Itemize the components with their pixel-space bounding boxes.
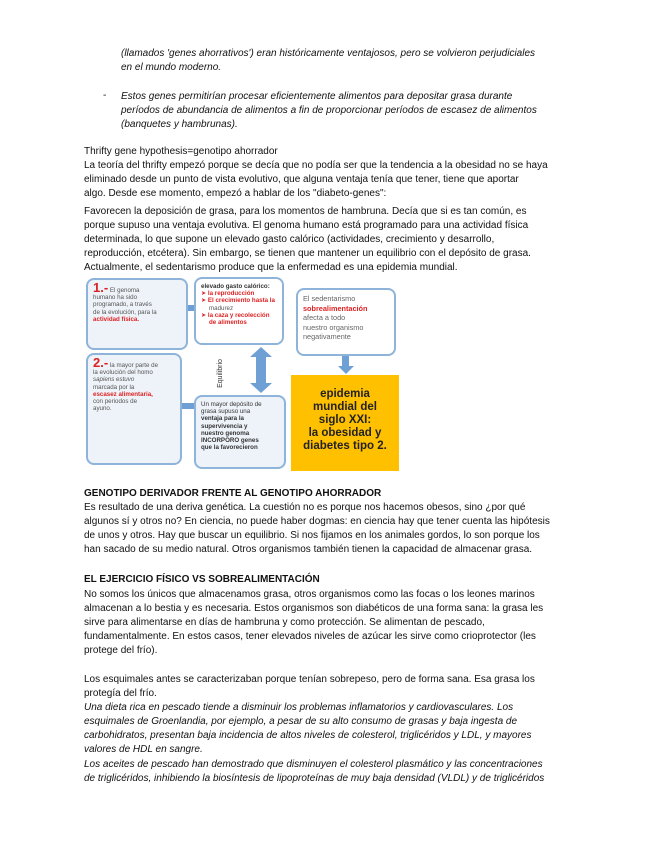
thrifty-p2-l3: determinada, lo que supone un elevado gasto calórico (actividades, crecimiento y desarrollo, (84, 234, 495, 245)
thrifty-p1-l2: eliminado desde un punto de vista evolutivo, que alguna ventaja tenía que tener, tiene que aportar (84, 174, 519, 185)
box5-text-a: El sedentarismo (303, 294, 356, 303)
box2-item-2a: El crecimiento hasta la (207, 297, 275, 305)
yellow-line-a: epidemia (320, 388, 370, 400)
box3-number: 2.- (93, 355, 109, 370)
aceites-l1: Los aceites de pescado han demostrado que disminuyen el colesterol plasmático y las concentraciones (84, 759, 543, 770)
thrifty-p2-l4: reproducción, etcétera). Sin embargo, se tienen que mantener un equilibrio con el depósito de grasa. (84, 248, 531, 259)
genotipo-l4: han sacado de su medio natural. Otros organismos también tienen la capacidad de almacenar grasa. (84, 544, 533, 555)
dieta-l3: carbohidratos, presentan baja incidencia de altos niveles de colesterol, triglicéridos y LDL, y mayores (84, 730, 532, 741)
thrifty-p2-l2: porque supuso una ventaja evolutiva. El genoma humano está programado para una actividad física (84, 220, 529, 231)
box4-text-f: INCORPORO genes (201, 437, 259, 445)
box1-text-a: El genoma (109, 287, 140, 294)
dieta-l4: valores de HDL en sangre. (84, 744, 203, 755)
arrow-down-epidemic-icon (338, 366, 354, 374)
diagram-box-sedentarism (296, 288, 396, 356)
genotipo-l3: de unos y otros. Hay que buscar un equilibrio. Si nos fijamos en los animales gordos, lo son porque los (84, 530, 540, 541)
arrow-left-connector (182, 403, 194, 409)
arrow-up-icon (250, 347, 272, 357)
box4-text-b: grasa supuso una (201, 408, 251, 416)
esquimales-l2: protegía del frío. (84, 688, 157, 699)
bullet-line-3: (banquetes y hambrunas). (121, 119, 238, 130)
thrifty-heading: Thrifty gene hypothesis=genotipo ahorrador (84, 146, 278, 157)
ejercicio-l4: fundamentalmente. En estos casos, tener elevados niveles de azúcar les sirve como crioprotector (les (84, 631, 536, 642)
box4-text-c: ventaja para la (201, 415, 244, 423)
bullet-line-2: períodos de abundancia de alimentos a fin de proporcionar períodos de escasez de alimentos (121, 105, 537, 116)
box3-text-e: escasez alimentaria, (93, 390, 153, 398)
genotipo-l1: Es resultado de una deriva genética. La cuestión no es porque nos hacemos obesos, sino ¿por qué (84, 502, 526, 513)
thrifty-p1-l1: La teoría del thrifty empezó porque se decía que no podía ser que la tendencia a la obesidad no se haya (84, 160, 548, 171)
diagram-box-calories: elevado gasto calórico: ➤ la reproducción ➤ El crecimiento hasta la madurez ➤ la caza y recolección de alimentos (194, 277, 284, 345)
thrifty-p3: Actualmente, el sedentarismo produce que la enfermedad es una epidemia mundial. (84, 262, 458, 273)
box3-text-d: marcada por la (93, 383, 135, 391)
intro-line-1: (llamados 'genes ahorrativos') eran históricamente ventajosos, pero se volvieron perjudiciales (121, 48, 536, 59)
box5-text-b: sobrealimentación (303, 303, 368, 313)
intro-line-2: en el mundo moderno. (121, 62, 222, 73)
thrifty-p1-l3: algo. Desde ese momento, empezó a hablar de los "diabeto-genes": (84, 188, 387, 199)
epidemic-highlight (291, 375, 399, 471)
box5-text-c: afecta a todo (303, 313, 346, 322)
bullet-dash: - (103, 90, 107, 101)
diagram-box-deposit (194, 395, 286, 469)
esquimales-l1: Los esquimales antes se caracterizaban porque tenían sobrepeso, pero de forma sana. Esa grasa los (84, 674, 535, 685)
yellow-line-c: siglo XXI: (318, 414, 372, 426)
box4-text-g: que la favorecieron (201, 444, 258, 452)
ejercicio-l2: almacenan a lo bestia y es necesaria. Estos organismos son diabéticos de una forma sana: la grasa les (84, 603, 544, 614)
box4-text-e: nuestro genoma (201, 429, 250, 437)
arrow-down-icon (250, 383, 272, 393)
thrifty-p2-l1: Favorecen la deposición de grasa, para los momentos de hambruna. Decía que si es tan común, es (84, 206, 527, 217)
box4-text-d: supervivencia y (201, 422, 248, 430)
equilibrio-label: Equilibrio (216, 359, 224, 388)
box1-text-e: actividad física. (93, 315, 140, 323)
box2-item-3b: de alimentos (209, 319, 247, 327)
ejercicio-l5: protege del frío). (84, 645, 158, 656)
genotipo-l2: algunos sí y otros no? En ciencia, no puede haber dogmas: en ciencia hay que tener cuenta las hipótesis (84, 516, 550, 527)
box2-item-2b: madurez (209, 304, 234, 312)
box1-number: 1.- (93, 280, 109, 295)
ejercicio-heading: EL EJERCICIO FÍSICO VS SOBREALIMENTACIÓN (84, 574, 320, 585)
yellow-line-e: diabetes tipo 2. (303, 440, 387, 452)
box2-item-3a: la caza y recolección (207, 311, 270, 319)
box1-text-c: programado, a través (93, 301, 152, 309)
bullet-line-1: Estos genes permitirían procesar eficientemente alimentos para depositar grasa durante (121, 91, 513, 102)
box3-text-b: la evolución del homo (93, 369, 153, 377)
box5-text-e: negativamente (303, 332, 351, 341)
dieta-l2: esquimales de Groenlandia, por ejemplo, a pesar de su alto consumo de grasas y baja ingesta de (84, 716, 518, 727)
box1-text-d: de la evolución, para la (93, 308, 157, 316)
thrifty-diagram (84, 275, 399, 472)
box3-text-c: sapiens estuvo (93, 376, 135, 384)
box5-text-d: nuestro organismo (303, 322, 364, 332)
diagram-box-genome (86, 278, 188, 350)
box3-text-a: la mayor parte de (109, 362, 159, 369)
dieta-l1: Una dieta rica en pescado tiende a disminuir los problemas inflamatorios y cardiovasculares. Los (84, 702, 514, 713)
box4-text-a: Un mayor depósito de (201, 401, 262, 408)
yellow-line-d: la obesidad y (308, 427, 382, 439)
ejercicio-l3: sirve para alimentarse en días de hambruna y como protección. Se alimentan de pescado, (84, 617, 485, 628)
ejercicio-l1: No somos los únicos que almacenamos grasa, otros organismos como las focas o los leones marinos (84, 589, 535, 600)
box2-title: elevado gasto calórico: (201, 283, 270, 290)
box2-item-1: la reproducción (207, 290, 255, 298)
genotipo-heading: GENOTIPO DERIVADOR FRENTE AL GENOTIPO AHORRADOR (84, 488, 382, 499)
arrow-shaft-down (342, 356, 349, 366)
aceites-l2: de triglicéridos, inhibiendo la biosíntesis de lipoproteínas de muy baja densidad (VLDL) y de triglicéridos (84, 773, 545, 784)
yellow-line-b: mundial del (313, 401, 377, 413)
diagram-box-evolution (86, 353, 182, 465)
box3-text-g: ayuno. (93, 405, 112, 413)
box1-text-b: humano ha sido (93, 294, 138, 302)
equilibrio-arrow-shaft (256, 355, 266, 385)
box3-text-f: con periodos de (93, 398, 138, 406)
